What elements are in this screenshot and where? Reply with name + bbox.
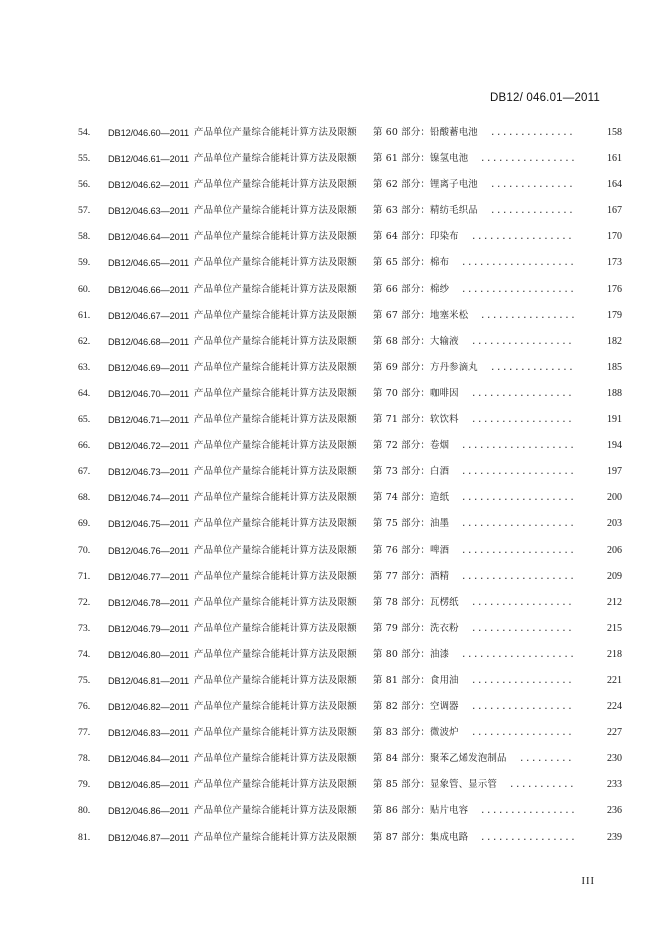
- entry-part-name: 第 66 部分：棉纱: [373, 283, 450, 295]
- leader-dots: .................: [471, 728, 574, 739]
- entry-title: 产品单位产量综合能耗计算方法及限额: [194, 387, 357, 399]
- entry-number: 67.: [78, 466, 91, 478]
- entry-standard-code: DB12/046.78—2011: [108, 597, 189, 608]
- entry-title: 产品单位产量综合能耗计算方法及限额: [194, 831, 357, 843]
- entry-standard-code: DB12/046.79—2011: [108, 623, 189, 634]
- entry-title: 产品单位产量综合能耗计算方法及限额: [194, 283, 357, 295]
- leader-dots: ...................: [461, 467, 576, 478]
- entry-part-name: 第 86 部分：贴片电容: [373, 805, 469, 817]
- entry-title: 产品单位产量综合能耗计算方法及限额: [194, 596, 357, 608]
- leader-dots: ..............: [490, 206, 575, 217]
- toc-entry[interactable]: [0, 250, 666, 276]
- entry-part-name: 第 77 部分：酒精: [373, 570, 450, 582]
- entry-standard-code: DB12/046.82—2011: [108, 702, 189, 713]
- entry-number: 75.: [78, 674, 91, 686]
- entry-part-name: 第 74 部分：造纸: [373, 492, 450, 504]
- entry-standard-code: DB12/046.77—2011: [108, 571, 189, 582]
- entry-page-number: 215: [607, 622, 622, 634]
- entry-standard-code: DB12/046.74—2011: [108, 493, 189, 504]
- leader-dots: ................: [480, 310, 576, 321]
- entry-page-number: 233: [607, 779, 622, 791]
- leader-dots: .................: [471, 388, 574, 399]
- toc-entry[interactable]: [0, 746, 666, 772]
- entry-part-name: 第 73 部分：白酒: [373, 466, 450, 478]
- entry-part-name: 第 83 部分：微波炉: [373, 727, 459, 739]
- toc-entry[interactable]: [0, 120, 666, 146]
- toc-entry[interactable]: [0, 590, 666, 616]
- leader-dots: .................: [471, 336, 574, 347]
- leader-dots: ...................: [461, 258, 576, 269]
- entry-number: 68.: [78, 492, 91, 504]
- entry-title: 产品单位产量综合能耗计算方法及限额: [194, 335, 357, 347]
- entry-title: 产品单位产量综合能耗计算方法及限额: [194, 127, 357, 138]
- toc-entry[interactable]: [0, 798, 666, 824]
- entry-page-number: 158: [607, 127, 622, 138]
- entry-number: 78.: [78, 753, 91, 765]
- entry-page-number: 176: [607, 283, 622, 295]
- toc-entry[interactable]: [0, 459, 666, 485]
- entry-standard-code: DB12/046.81—2011: [108, 675, 189, 686]
- entry-number: 71.: [78, 570, 91, 582]
- entry-part-name: 第 82 部分：空调器: [373, 701, 459, 713]
- leader-dots: ..............: [490, 362, 575, 373]
- entry-title: 产品单位产量综合能耗计算方法及限额: [194, 414, 357, 426]
- toc-entry[interactable]: [0, 616, 666, 642]
- entry-title: 产品单位产量综合能耗计算方法及限额: [194, 674, 357, 686]
- toc-entry[interactable]: [0, 381, 666, 407]
- entry-standard-code: DB12/046.76—2011: [108, 545, 189, 556]
- leader-dots: .................: [471, 675, 574, 686]
- table-of-contents: [0, 120, 666, 851]
- entry-part-name: 第 64 部分：印染布: [373, 231, 459, 243]
- entry-part-name: 第 75 部分：油墨: [373, 518, 450, 530]
- entry-page-number: 230: [607, 753, 622, 765]
- entry-title: 产品单位产量综合能耗计算方法及限额: [194, 231, 357, 243]
- toc-entry[interactable]: [0, 825, 666, 851]
- entry-number: 66.: [78, 440, 91, 452]
- entry-page-number: 194: [607, 440, 622, 452]
- leader-dots: ..............: [490, 180, 575, 191]
- entry-title: 产品单位产量综合能耗计算方法及限额: [194, 805, 357, 817]
- entry-title: 产品单位产量综合能耗计算方法及限额: [194, 544, 357, 556]
- entry-page-number: 161: [607, 153, 622, 165]
- toc-entry[interactable]: [0, 694, 666, 720]
- entry-title: 产品单位产量综合能耗计算方法及限额: [194, 570, 357, 582]
- toc-entry[interactable]: [0, 564, 666, 590]
- entry-standard-code: DB12/046.68—2011: [108, 336, 189, 347]
- entry-page-number: 164: [607, 179, 622, 191]
- entry-page-number: 191: [607, 414, 622, 426]
- toc-entry[interactable]: [0, 146, 666, 172]
- entry-title: 产品单位产量综合能耗计算方法及限额: [194, 701, 357, 713]
- entry-number: 63.: [78, 361, 91, 373]
- entry-standard-code: DB12/046.67—2011: [108, 310, 189, 321]
- entry-page-number: 221: [607, 674, 622, 686]
- toc-entry[interactable]: [0, 538, 666, 564]
- entry-part-name: 第 67 部分：地塞米松: [373, 309, 469, 321]
- entry-standard-code: DB12/046.84—2011: [108, 754, 189, 765]
- leader-dots: ...................: [461, 493, 576, 504]
- toc-entry[interactable]: [0, 772, 666, 798]
- leader-dots: .........: [519, 754, 574, 765]
- entry-number: 81.: [78, 831, 91, 843]
- entry-part-name: 第 72 部分：卷烟: [373, 440, 450, 452]
- entry-title: 产品单位产量综合能耗计算方法及限额: [194, 622, 357, 634]
- entry-page-number: 197: [607, 466, 622, 478]
- entry-part-name: 第 61 部分：镍氢电池: [373, 153, 469, 165]
- roman-page-number: III: [581, 876, 595, 887]
- toc-entry[interactable]: [0, 485, 666, 511]
- entry-number: 54.: [78, 127, 91, 138]
- entry-title: 产品单位产量综合能耗计算方法及限额: [194, 179, 357, 191]
- entry-number: 74.: [78, 648, 91, 660]
- entry-part-name: 第 76 部分：啤酒: [373, 544, 450, 556]
- entry-part-name: 第 68 部分：大输液: [373, 335, 459, 347]
- entry-number: 58.: [78, 231, 91, 243]
- entry-standard-code: DB12/046.66—2011: [108, 284, 189, 295]
- entry-part-name: 第 71 部分：软饮料: [373, 414, 459, 426]
- toc-entry[interactable]: [0, 172, 666, 198]
- entry-number: 79.: [78, 779, 91, 791]
- entry-standard-code: DB12/046.61—2011: [108, 154, 189, 165]
- entry-standard-code: DB12/046.87—2011: [108, 832, 189, 843]
- entry-standard-code: DB12/046.72—2011: [108, 441, 189, 452]
- entry-number: 80.: [78, 805, 91, 817]
- entry-part-name: 第 69 部分：方丹参滴丸: [373, 361, 478, 373]
- leader-dots: .................: [471, 702, 574, 713]
- entry-title: 产品单位产量综合能耗计算方法及限额: [194, 361, 357, 373]
- toc-entry[interactable]: [0, 198, 666, 224]
- entry-page-number: 236: [607, 805, 622, 817]
- toc-entry[interactable]: [0, 668, 666, 694]
- entry-standard-code: DB12/046.70—2011: [108, 388, 189, 399]
- entry-page-number: 182: [607, 335, 622, 347]
- toc-entry[interactable]: [0, 511, 666, 537]
- entry-number: 57.: [78, 205, 91, 217]
- entry-number: 61.: [78, 309, 91, 321]
- leader-dots: ................: [480, 154, 576, 165]
- leader-dots: ................: [480, 806, 576, 817]
- entry-title: 产品单位产量综合能耗计算方法及限额: [194, 153, 357, 165]
- entry-part-name: 第 62 部分：锂离子电池: [373, 179, 478, 191]
- entry-standard-code: DB12/046.80—2011: [108, 649, 189, 660]
- leader-dots: ...................: [461, 519, 576, 530]
- entry-page-number: 185: [607, 361, 622, 373]
- entry-page-number: 188: [607, 387, 622, 399]
- entry-title: 产品单位产量综合能耗计算方法及限额: [194, 779, 357, 791]
- entry-standard-code: DB12/046.64—2011: [108, 232, 189, 243]
- entry-title: 产品单位产量综合能耗计算方法及限额: [194, 648, 357, 660]
- toc-entry[interactable]: [0, 720, 666, 746]
- entry-number: 73.: [78, 622, 91, 634]
- entry-page-number: 170: [607, 231, 622, 243]
- entry-standard-code: DB12/046.85—2011: [108, 780, 189, 791]
- leader-dots: ...................: [461, 571, 576, 582]
- entry-page-number: 224: [607, 701, 622, 713]
- entry-standard-code: DB12/046.83—2011: [108, 728, 189, 739]
- entry-number: 64.: [78, 387, 91, 399]
- entry-title: 产品单位产量综合能耗计算方法及限额: [194, 753, 357, 765]
- entry-page-number: 206: [607, 544, 622, 556]
- entry-page-number: 218: [607, 648, 622, 660]
- entry-part-name: 第 78 部分：瓦楞纸: [373, 596, 459, 608]
- entry-page-number: 179: [607, 309, 622, 321]
- entry-title: 产品单位产量综合能耗计算方法及限额: [194, 440, 357, 452]
- toc-entry[interactable]: [0, 224, 666, 250]
- leader-dots: .................: [471, 232, 574, 243]
- entry-part-name: 第 81 部分：食用油: [373, 674, 459, 686]
- entry-part-name: 第 85 部分：显象管、显示管: [373, 779, 498, 791]
- entry-title: 产品单位产量综合能耗计算方法及限额: [194, 727, 357, 739]
- leader-dots: ................: [480, 832, 576, 843]
- entry-number: 70.: [78, 544, 91, 556]
- entry-number: 72.: [78, 596, 91, 608]
- entry-number: 59.: [78, 257, 91, 269]
- entry-part-name: 第 79 部分：洗衣粉: [373, 622, 459, 634]
- leader-dots: ...................: [461, 545, 576, 556]
- leader-dots: .................: [471, 415, 574, 426]
- entry-page-number: 212: [607, 596, 622, 608]
- entry-number: 60.: [78, 283, 91, 295]
- entry-title: 产品单位产量综合能耗计算方法及限额: [194, 518, 357, 530]
- entry-standard-code: DB12/046.69—2011: [108, 362, 189, 373]
- entry-standard-code: DB12/046.75—2011: [108, 519, 189, 530]
- entry-page-number: 227: [607, 727, 622, 739]
- entry-number: 56.: [78, 179, 91, 191]
- entry-part-name: 第 60 部分：铅酸蓄电池: [373, 127, 478, 138]
- entry-number: 62.: [78, 335, 91, 347]
- leader-dots: ..............: [490, 128, 575, 138]
- entry-standard-code: DB12/046.86—2011: [108, 806, 189, 817]
- entry-title: 产品单位产量综合能耗计算方法及限额: [194, 492, 357, 504]
- entry-page-number: 209: [607, 570, 622, 582]
- entry-part-name: 第 63 部分：精纺毛织品: [373, 205, 478, 217]
- toc-entry[interactable]: [0, 433, 666, 459]
- entry-page-number: 173: [607, 257, 622, 269]
- entry-standard-code: DB12/046.60—2011: [108, 128, 189, 138]
- leader-dots: .................: [471, 623, 574, 634]
- toc-entry[interactable]: [0, 329, 666, 355]
- leader-dots: ...................: [461, 284, 576, 295]
- entry-part-name: 第 70 部分：咖啡因: [373, 387, 459, 399]
- entry-part-name: 第 84 部分：聚苯乙烯发泡制品: [373, 753, 507, 765]
- entry-number: 76.: [78, 701, 91, 713]
- leader-dots: ...................: [461, 441, 576, 452]
- leader-dots: ...................: [461, 649, 576, 660]
- toc-entry[interactable]: [0, 355, 666, 381]
- toc-entry[interactable]: [0, 407, 666, 433]
- entry-number: 55.: [78, 153, 91, 165]
- toc-entry[interactable]: [0, 642, 666, 668]
- entry-number: 77.: [78, 727, 91, 739]
- entry-part-name: 第 65 部分：棉布: [373, 257, 450, 269]
- entry-part-name: 第 87 部分：集成电路: [373, 831, 469, 843]
- leader-dots: ...........: [509, 780, 576, 791]
- entry-number: 65.: [78, 414, 91, 426]
- entry-standard-code: DB12/046.71—2011: [108, 415, 189, 426]
- entry-standard-code: DB12/046.63—2011: [108, 206, 189, 217]
- entry-page-number: 239: [607, 831, 622, 843]
- entry-standard-code: DB12/046.62—2011: [108, 180, 189, 191]
- entry-title: 产品单位产量综合能耗计算方法及限额: [194, 205, 357, 217]
- leader-dots: .................: [471, 597, 574, 608]
- document-standard-code: DB12/ 046.01—2011: [490, 92, 600, 104]
- toc-entry[interactable]: [0, 277, 666, 303]
- entry-standard-code: DB12/046.65—2011: [108, 258, 189, 269]
- toc-entry[interactable]: [0, 303, 666, 329]
- entry-part-name: 第 80 部分：油漆: [373, 648, 450, 660]
- entry-standard-code: DB12/046.73—2011: [108, 467, 189, 478]
- entry-title: 产品单位产量综合能耗计算方法及限额: [194, 466, 357, 478]
- entry-page-number: 200: [607, 492, 622, 504]
- entry-number: 69.: [78, 518, 91, 530]
- entry-page-number: 203: [607, 518, 622, 530]
- entry-title: 产品单位产量综合能耗计算方法及限额: [194, 257, 357, 269]
- entry-page-number: 167: [607, 205, 622, 217]
- entry-title: 产品单位产量综合能耗计算方法及限额: [194, 309, 357, 321]
